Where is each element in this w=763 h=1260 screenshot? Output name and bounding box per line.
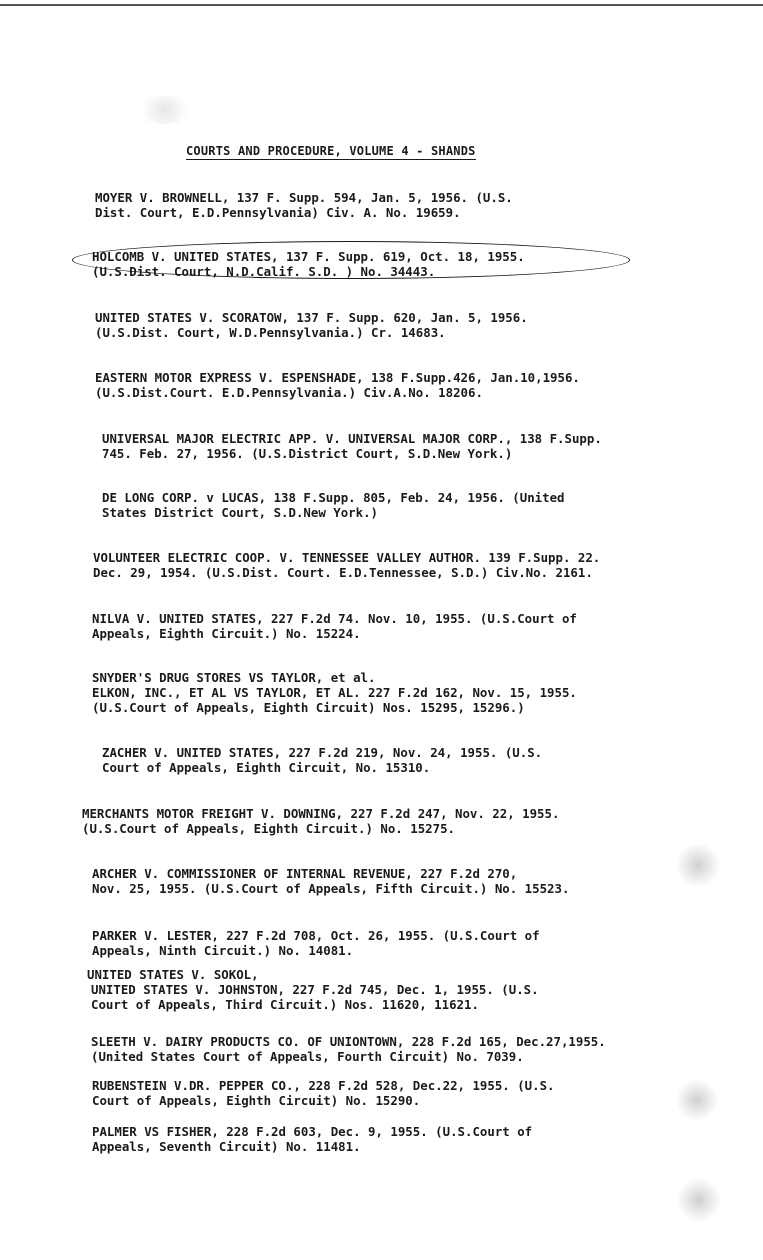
case-entry-9: [92, 670, 577, 715]
case-entry-6: [102, 490, 565, 520]
case-entry-13: [92, 928, 540, 958]
case-entry-1: [95, 190, 513, 220]
case-line: (U.S.Dist.Court. E.D.Pennsylvania.) Civ.A.No. 18206.: [95, 385, 483, 400]
case-line: DE LONG CORP. v LUCAS, 138 F.Supp. 805, Feb. 24, 1956. (United: [102, 490, 565, 505]
case-line: Court of Appeals, Eighth Circuit, No. 15310.: [102, 760, 431, 775]
case-line: Appeals, Seventh Circuit) No. 11481.: [92, 1139, 361, 1154]
case-line: HOLCOMB V. UNITED STATES, 137 F. Supp. 619, Oct. 18, 1955.: [92, 249, 525, 264]
case-line: RUBENSTEIN V.DR. PEPPER CO., 228 F.2d 528, Dec.22, 1955. (U.S.: [92, 1078, 555, 1093]
case-line: States District Court, S.D.New York.): [102, 505, 379, 520]
case-line: NILVA V. UNITED STATES, 227 F.2d 74. Nov. 10, 1955. (U.S.Court of: [92, 611, 577, 626]
case-entry-10: [102, 745, 542, 775]
case-line: PALMER VS FISHER, 228 F.2d 603, Dec. 9, 1955. (U.S.Court of: [92, 1124, 533, 1139]
case-line: (U.S.Dist. Court, N.D.Calif. S.D. ) No. 34443.: [92, 264, 436, 279]
case-entry-2: [92, 249, 525, 279]
scan-smudge: [676, 1178, 722, 1222]
case-line: ARCHER V. COMMISSIONER OF INTERNAL REVENUE, 227 F.2d 270,: [92, 866, 518, 881]
case-line: SLEETH V. DAIRY PRODUCTS CO. OF UNIONTOWN, 228 F.2d 165, Dec.27,1955.: [91, 1034, 606, 1049]
case-line: UNITED STATES V. JOHNSTON, 227 F.2d 745, Dec. 1, 1955. (U.S.: [91, 982, 539, 997]
case-line: Court of Appeals, Third Circuit.) Nos. 11620, 11621.: [91, 997, 479, 1012]
case-entry-15: [91, 1034, 606, 1064]
case-line: ZACHER V. UNITED STATES, 227 F.2d 219, Nov. 24, 1955. (U.S.: [102, 745, 543, 760]
case-line: 745. Feb. 27, 1956. (U.S.District Court, S.D.New York.): [102, 446, 513, 461]
scan-smudge: [676, 1078, 718, 1122]
case-line: MOYER V. BROWNELL, 137 F. Supp. 594, Jan. 5, 1956. (U.S.: [95, 190, 513, 205]
scan-smudge: [135, 96, 195, 124]
case-line: UNITED STATES V. SCORATOW, 137 F. Supp. 620, Jan. 5, 1956.: [95, 310, 528, 325]
case-entry-4: [95, 370, 580, 400]
case-line: (U.S.Court of Appeals, Eighth Circuit) Nos. 15295, 15296.): [92, 700, 525, 715]
case-entry-11: [82, 806, 559, 836]
case-entry-3: [95, 310, 528, 340]
case-entry-12: [92, 866, 569, 896]
case-line: (U.S.Court of Appeals, Eighth Circuit.) No. 15275.: [82, 821, 455, 836]
case-line: UNIVERSAL MAJOR ELECTRIC APP. V. UNIVERSAL MAJOR CORP., 138 F.Supp.: [102, 431, 602, 446]
case-entry-7: [93, 550, 600, 580]
case-line: SNYDER'S DRUG STORES VS TAYLOR, et al.: [92, 670, 376, 685]
case-line: EASTERN MOTOR EXPRESS V. ESPENSHADE, 138 F.Supp.426, Jan.10,1956.: [95, 370, 580, 385]
case-line: Court of Appeals, Eighth Circuit) No. 15290.: [92, 1093, 421, 1108]
case-line: (U.S.Dist. Court, W.D.Pennsylvania.) Cr. 14683.: [95, 325, 446, 340]
case-line: UNITED STATES V. SOKOL,: [87, 967, 259, 982]
case-line: VOLUNTEER ELECTRIC COOP. V. TENNESSEE VALLEY AUTHOR. 139 F.Supp. 22.: [93, 550, 601, 565]
case-line: (United States Court of Appeals, Fourth Circuit) No. 7039.: [91, 1049, 524, 1064]
case-entry-5: [102, 431, 602, 461]
case-line: Dec. 29, 1954. (U.S.Dist. Court. E.D.Tennessee, S.D.) Civ.No. 2161.: [93, 565, 593, 580]
case-entry-8: [92, 611, 577, 641]
case-line: ELKON, INC., ET AL VS TAYLOR, ET AL. 227 F.2d 162, Nov. 15, 1955.: [92, 685, 577, 700]
top-border-line: [0, 4, 763, 6]
case-line: Appeals, Ninth Circuit.) No. 14081.: [92, 943, 354, 958]
case-entry-14: [87, 967, 539, 1012]
page-title: COURTS AND PROCEDURE, VOLUME 4 - SHANDS: [186, 144, 476, 158]
case-entry-17: [92, 1124, 532, 1154]
case-line: Dist. Court, E.D.Pennsylvania) Civ. A. No. 19659.: [95, 205, 461, 220]
case-entry-16: [92, 1078, 555, 1108]
case-line: Appeals, Eighth Circuit.) No. 15224.: [92, 626, 361, 641]
case-line: MERCHANTS MOTOR FREIGHT V. DOWNING, 227 F.2d 247, Nov. 22, 1955.: [82, 806, 560, 821]
scan-smudge: [676, 842, 720, 888]
case-line: PARKER V. LESTER, 227 F.2d 708, Oct. 26, 1955. (U.S.Court of: [92, 928, 540, 943]
case-line: Nov. 25, 1955. (U.S.Court of Appeals, Fifth Circuit.) No. 15523.: [92, 881, 570, 896]
